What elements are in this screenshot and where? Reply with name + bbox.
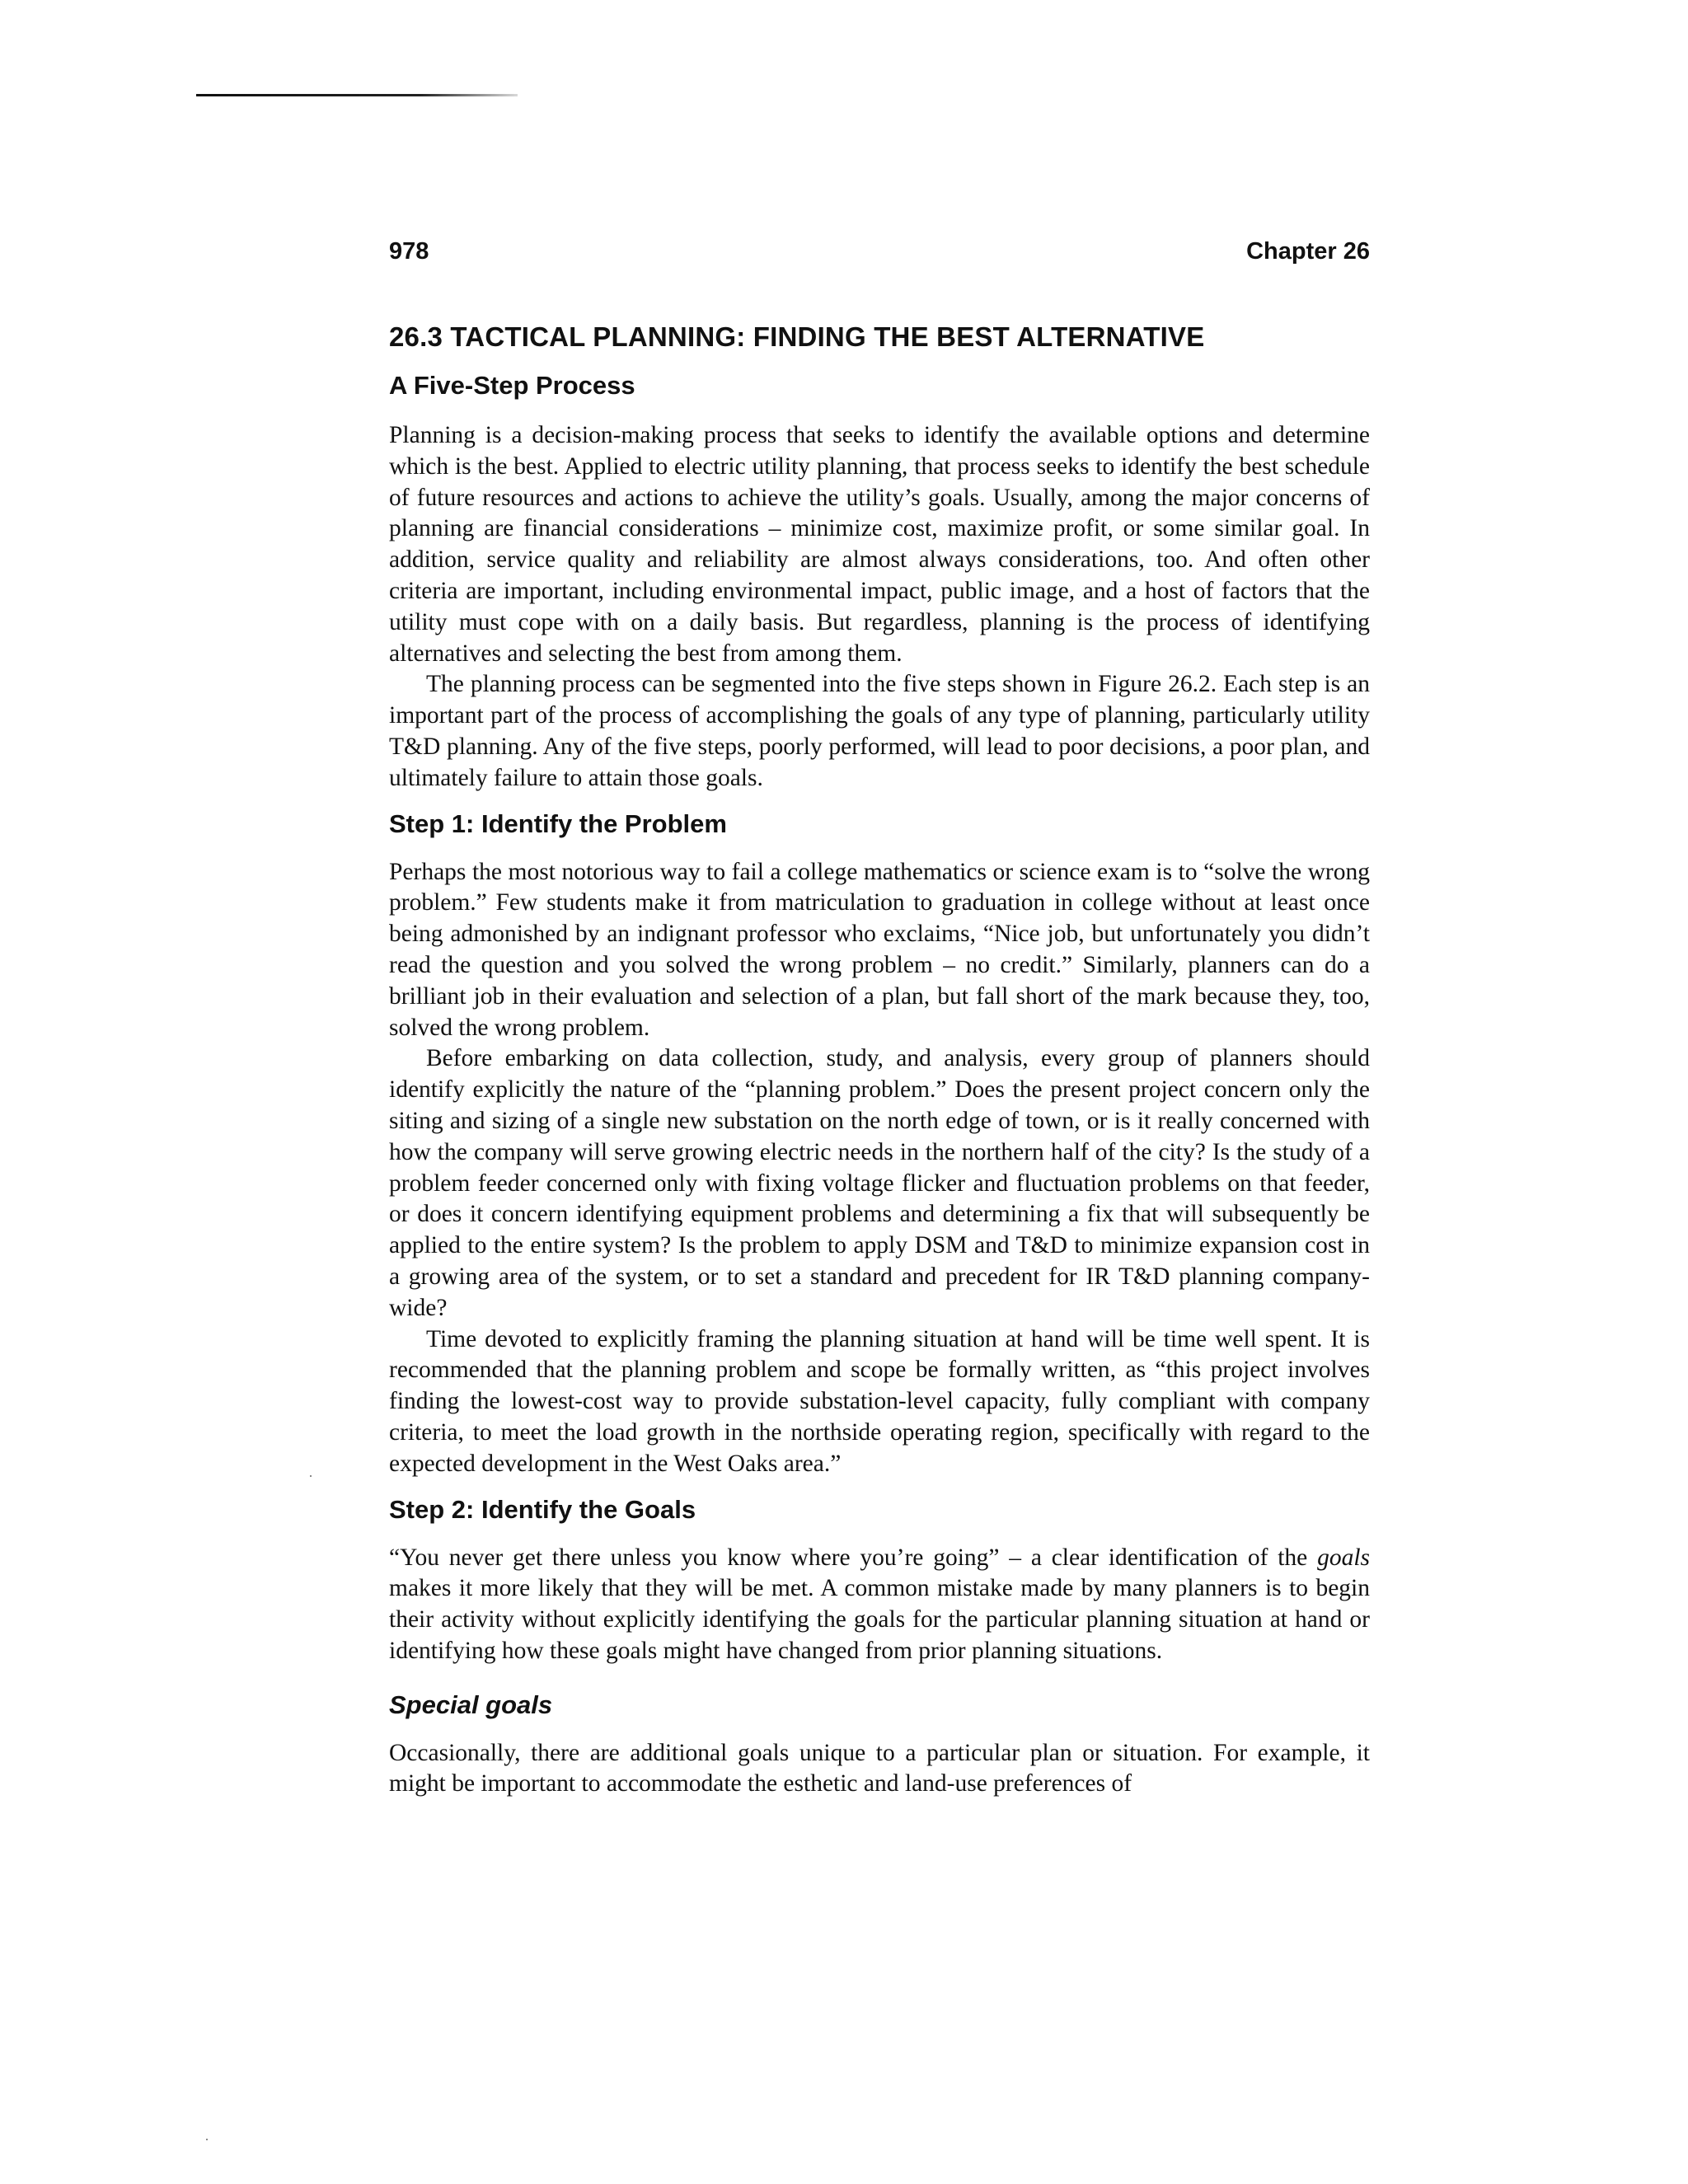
running-header (389, 238, 1370, 271)
scan-speck (310, 1475, 312, 1477)
step2-text-before: “You never get there unless you know where you’re going” – a clear identification of the (389, 1544, 1318, 1571)
special-goals-heading: Special goals (389, 1690, 553, 1719)
step1-paragraph: Time devoted to explicitly framing the planning situation at hand will be time well spent. It is recommended that the planning problem and scope be formally written, as “this project involves finding the lowest-cost way to provide substation-level capacity, fully compliant with company criteria, to meet the load growth in the northside operating region, specifically with regard to the expected development in the West Oaks area.” (389, 1325, 1370, 1477)
special-goals-paragraph: Occasionally, there are additional goals unique to a particular plan or situation. For example, it might be important to accommodate the esthetic and land-use preferences of (389, 1739, 1370, 1797)
page-number: 978 (389, 238, 429, 265)
scan-rule (196, 94, 518, 96)
goals-emphasis: goals (1317, 1544, 1370, 1571)
scan-speck (206, 2139, 208, 2140)
chapter-label: Chapter 26 (1246, 238, 1370, 265)
step2-heading: Step 2: Identify the Goals (389, 1494, 696, 1524)
intro-paragraph: The planning process can be segmented into the five steps shown in Figure 26.2. Each step is an important part of the process of accomplishing the goals of any type of planning, particularly utility T&D planning. Any of the five steps, poorly performed, will lead to poor decisions, a poor plan, and ultimately failure to attain those goals. (389, 671, 1370, 791)
intro-paragraph: Planning is a decision-making process that seeks to identify the available options and determine which is the best. Applied to electric utility planning, that process seeks to identify the best schedule of future resources and actions to achieve the utility’s goals. Usually, among the major concerns of planning are financial considerations – minimize cost, maximize profit, or some similar goal. In addition, service quality and reliability are almost always considerations, too. And often other criteria are important, including environmental impact, public image, and a host of factors that the utility must cope with on a daily basis. But regardless, planning is the process of identifying alternatives and selecting the best from among them. (389, 422, 1370, 667)
step2-paragraph (389, 1543, 1370, 1667)
step1-paragraph: Before embarking on data collection, study, and analysis, every group of planners should identify explicitly the nature of the “planning problem.” Does the present project concern only the siting and sizing of a single new substation on the north edge of town, or is it really concerned with how the company will serve growing electric needs in the northern half of the city? Is the study of a problem feeder concerned only with fixing voltage flicker and fluctuation problems on that feeder, or does it concern identifying equipment problems and determining a fix that will subsequently be applied to the entire system? Is the problem to apply DSM and T&D to minimize expansion cost in a growing area of the system, or to set a standard and precedent for IR T&D planning company-wide? (389, 1045, 1370, 1321)
section-subtitle: A Five-Step Process (389, 371, 635, 400)
step1-paragraph: Perhaps the most notorious way to fail a college mathematics or science exam is to “solve the wrong problem.” Few students make it from matriculation to graduation in college without at least once being admonished by an indignant professor who exclaims, “Nice job, but unfortunately you didn’t read the question and you solved the wrong problem – no credit.” Similarly, planners can do a brilliant job in their evaluation and selection of a plan, but fall short of the mark because they, too, solved the wrong problem. (389, 858, 1370, 1041)
step1-heading: Step 1: Identify the Problem (389, 808, 727, 838)
section-title: 26.3 TACTICAL PLANNING: FINDING THE BEST ALTERNATIVE (389, 321, 1205, 352)
step2-text-after: makes it more likely that they will be met. A common mistake made by many planners is to begin their activity without explicitly identifying the goals for the particular planning situation at hand or identifying how these goals might have changed from prior planning situations. (389, 1575, 1370, 1664)
page-body (389, 318, 1370, 1800)
